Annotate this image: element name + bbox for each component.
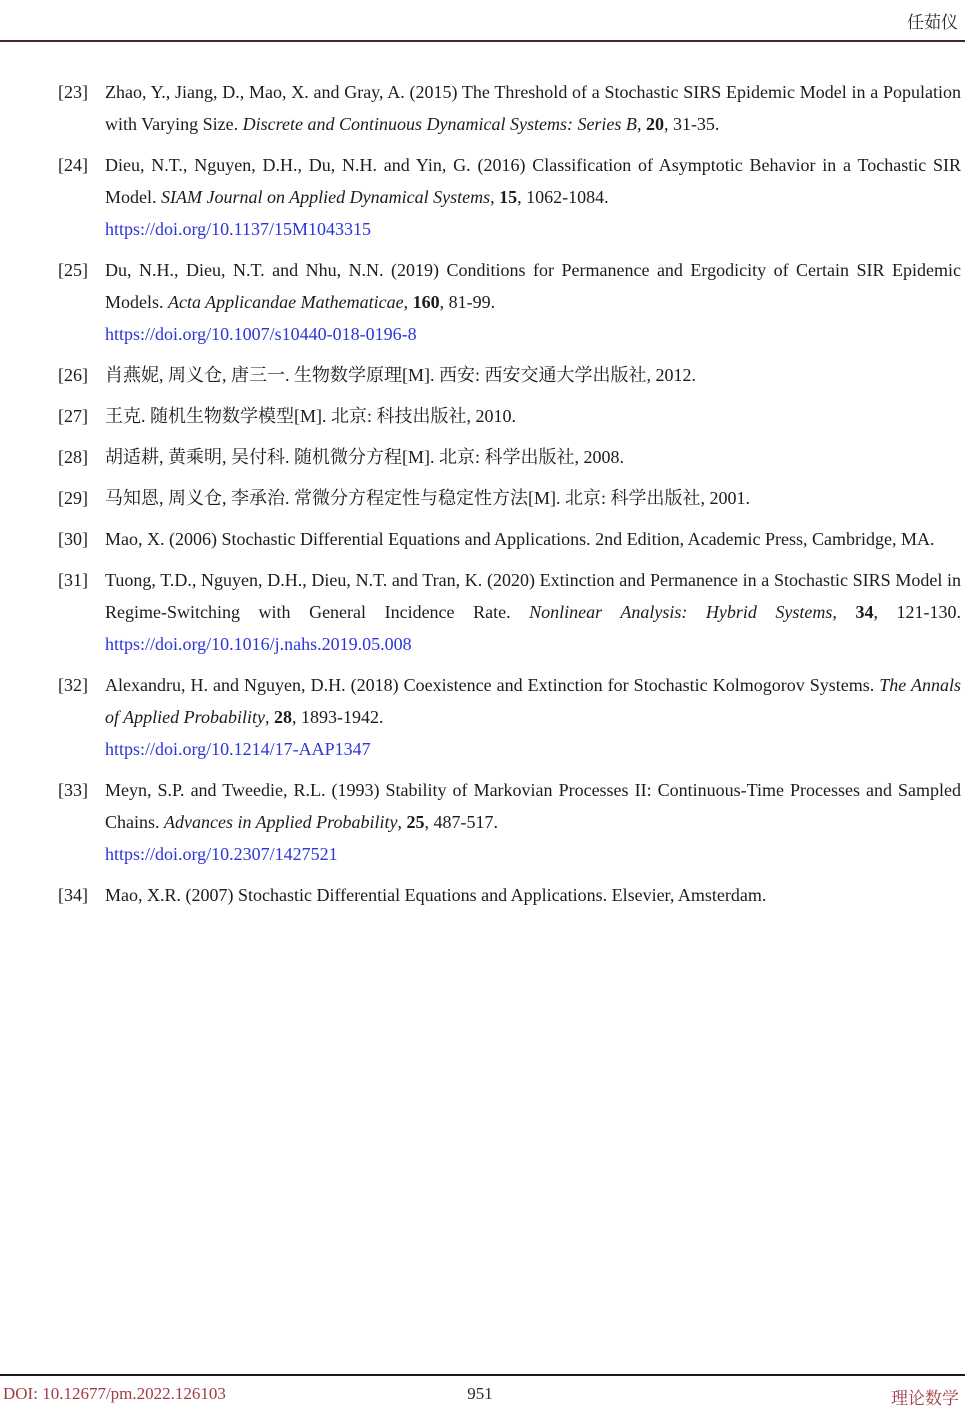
reference-segment-text: , 81-99.	[439, 292, 496, 312]
reference-text	[105, 879, 961, 911]
doi-text: DOI: 10.12677/pm.2022.126103	[3, 1384, 226, 1403]
reference-item	[58, 669, 961, 765]
reference-item	[58, 523, 961, 555]
doi-link[interactable]: https://doi.org/10.1007/s10440-018-0196-8	[105, 324, 417, 344]
reference-number: [26]	[58, 365, 88, 385]
reference-segment-italic: Acta Applicandae Mathematicae	[168, 292, 404, 312]
reference-segment-text: , 31-35.	[663, 114, 720, 134]
reference-number: [28]	[58, 447, 88, 467]
reference-text	[105, 774, 961, 870]
reference-segment-text: Mao, X.R. (2007) Stochastic Differential Equations and Applications. Elsevier, Amsterdam.	[105, 885, 767, 905]
reference-segment-text: ,	[832, 602, 856, 622]
reference-segment-text: 肖燕妮, 周义仓, 唐三一. 生物数学原理[M]. 西安: 西安交通大学出版社, 2012.	[105, 365, 696, 385]
doi-link[interactable]: https://doi.org/10.1137/15M1043315	[105, 219, 372, 239]
reference-segment-text: ,	[636, 114, 646, 134]
reference-number: [27]	[58, 406, 88, 426]
reference-segment-text: 马知恩, 周义仓, 李承治. 常微分方程定性与稳定性方法[M]. 北京: 科学出版社, 2001.	[105, 488, 750, 508]
reference-number: [34]	[58, 885, 88, 905]
reference-segment-text: , 487-517.	[424, 812, 498, 832]
reference-segment-text: ,	[403, 292, 413, 312]
reference-item	[58, 482, 961, 514]
reference-segment-text: Mao, X. (2006) Stochastic Differential Equations and Applications. 2nd Edition, Academic Press, Cambridge, MA.	[105, 529, 935, 549]
reference-segment-text: 王克. 随机生物数学模型[M]. 北京: 科技出版社, 2010.	[105, 406, 516, 426]
reference-number: [23]	[58, 82, 88, 102]
doi-link[interactable]: https://doi.org/10.1016/j.nahs.2019.05.008	[105, 634, 412, 654]
reference-segment-italic: Discrete and Continuous Dynamical Systems: Series B	[242, 114, 637, 134]
doi-link[interactable]: https://doi.org/10.2307/1427521	[105, 844, 338, 864]
reference-number: [30]	[58, 529, 88, 549]
reference-segment-text: 胡适耕, 黄乘明, 吴付科. 随机微分方程[M]. 北京: 科学出版社, 2008.	[105, 447, 624, 467]
reference-number: [29]	[58, 488, 88, 508]
reference-segment-text: Du, N.H., Dieu, N.T. and Nhu, N.N. (2019) Conditions for Permanence and Ergodicity of Certain SIR Epidemic Models.	[105, 260, 961, 312]
reference-segment-bold: 28	[274, 707, 292, 727]
reference-segment-text: ,	[265, 707, 274, 727]
reference-text	[105, 254, 961, 350]
reference-segment-text: , 121-130.	[873, 602, 961, 622]
reference-segment-text: Tuong, T.D., Nguyen, D.H., Dieu, N.T. and Tran, K. (2020) Extinction and Permanence in a Stochastic SIRS Model in Regime-Switching with General Incidence Rate.	[105, 570, 961, 622]
reference-text	[105, 149, 961, 245]
reference-segment-bold: 160	[412, 292, 440, 312]
reference-item	[58, 359, 961, 391]
reference-item	[58, 149, 961, 245]
reference-item	[58, 254, 961, 350]
doi-link[interactable]: https://doi.org/10.1214/17-AAP1347	[105, 739, 371, 759]
page-footer	[0, 1384, 965, 1410]
reference-number: [32]	[58, 675, 88, 695]
running-head-author: 任茹仪	[907, 13, 958, 32]
reference-number: [25]	[58, 260, 88, 280]
reference-segment-italic: Nonlinear Analysis: Hybrid Systems	[529, 602, 833, 622]
reference-segment-text: Alexandru, H. and Nguyen, D.H. (2018) Coexistence and Extinction for Stochastic Kolmogorov Systems.	[105, 675, 880, 695]
reference-item	[58, 441, 961, 473]
reference-number: [31]	[58, 570, 88, 590]
reference-segment-bold: 34	[855, 602, 874, 622]
reference-segment-bold: 15	[499, 187, 518, 207]
reference-segment-text: , 1893-1942.	[292, 707, 384, 727]
reference-segment-italic: Advances in Applied Probability	[164, 812, 398, 832]
reference-text	[105, 564, 961, 660]
reference-number: [24]	[58, 155, 88, 175]
header-rule	[0, 40, 965, 42]
reference-segment-text: ,	[397, 812, 407, 832]
reference-segment-text: Meyn, S.P. and Tweedie, R.L. (1993) Stability of Markovian Processes II: Continuous-Time Processes and Sampled Chains.	[105, 780, 961, 832]
reference-text	[105, 359, 961, 391]
footer-rule	[0, 1374, 965, 1376]
page-number: 951	[467, 1384, 493, 1403]
reference-segment-text: Zhao, Y., Jiang, D., Mao, X. and Gray, A. (2015) The Threshold of a Stochastic SIRS Epidemic Model in a Population with Varying Size.	[105, 82, 961, 134]
reference-segment-text: , 1062-1084.	[517, 187, 609, 207]
reference-segment-text: Dieu, N.T., Nguyen, D.H., Du, N.H. and Yin, G. (2016) Classification of Asymptotic Behavior in a Tochastic SIR Model.	[105, 155, 961, 207]
reference-item	[58, 879, 961, 911]
references-list	[58, 76, 961, 920]
reference-number: [33]	[58, 780, 88, 800]
reference-item	[58, 564, 961, 660]
reference-segment-italic: SIAM Journal on Applied Dynamical Systems	[161, 187, 491, 207]
reference-text	[105, 523, 961, 555]
reference-segment-text: ,	[490, 187, 500, 207]
reference-item	[58, 400, 961, 432]
reference-text	[105, 400, 961, 432]
reference-text	[105, 76, 961, 140]
reference-segment-bold: 25	[406, 812, 425, 832]
reference-segment-italic: The Annals of Applied Probability	[105, 675, 961, 727]
reference-item	[58, 76, 961, 140]
reference-text	[105, 669, 961, 765]
reference-text	[105, 482, 961, 514]
reference-segment-bold: 20	[645, 114, 664, 134]
reference-item	[58, 774, 961, 870]
reference-text	[105, 441, 961, 473]
journal-name: 理论数学	[891, 1389, 959, 1408]
